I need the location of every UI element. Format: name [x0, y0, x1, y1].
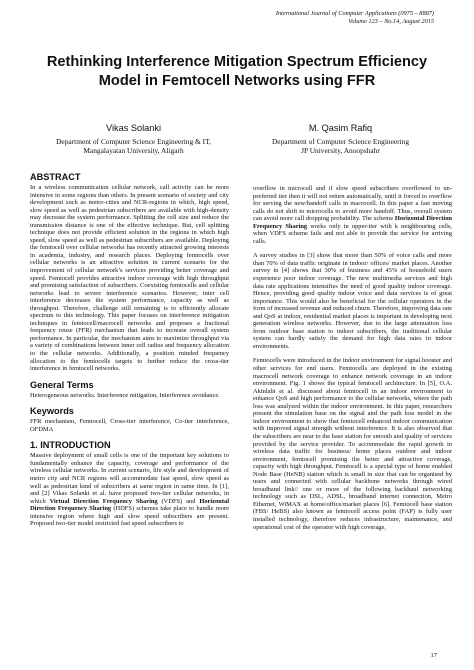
journal-volume: Volume 123 – No.14, August 2015 [348, 18, 434, 25]
author-2-affiliation-2: JP University, Anoopshahr [301, 146, 380, 155]
journal-name: International Journal of Computer Applications (0975 – 8887) [275, 10, 434, 17]
abstract-text: In a wireless communication cellular network, call activity can be more intensive in some regions than others. In present scenario of society and city development such as metro-cities and NCR-regions in which, high speed, slow speed as well as pedestrian subscribers are available with high-density may decrease the system performance. Splitting the cell size and reduce the transmission distance is one of the effective technique. But, cell splitting technique does not provide efficient solution in the regions in which high speed, slow speed as well as pedestrian subscribers are available. Deploying the femtocell over cellular networks has recently attracted growing interests in academia, industry, and research places. Deploying femtocells over cellular networks is an attractive solution in current scenario for the improvement of cellular network’s services providing better coverage and speed. Femtocell provides attractive indoor coverage with high throughput and promising satisfaction of subscribers. Coexisting femtocells and cellular networks lead to severe interference scenarios. However, inter cell interference decreases the system performance, capacity as well as throughput. Therefore, challenge still remaining is to efficiently allocate spectrum to this technology. This paper focuses on interference mitigation techniques in femtocell/macrocell networks and proposes a fractional frequency reuse (FFR) mechanism that leads to increase overall system performance. In particular, the mechanism aims to maximize throughput via a variety of combinations between inner cell radius and frequency allocation to the cellular networks. Additionally, a position minded frequency allocation to the femtocells targets to further reduce the cross-tier interference in femtocell networks. [30, 184, 229, 373]
general-terms-text: Heterogeneous networks. Interference mitigation, Interference avoidance. [30, 391, 220, 399]
general-terms-heading: General Terms [30, 379, 94, 390]
right-column [253, 185, 452, 531]
author-2 [237, 124, 444, 155]
journal-header [134, 10, 434, 26]
title-line-1: Rethinking Interference Mitigation Spectrum Efficiency [46, 54, 428, 70]
left-column [30, 172, 229, 528]
title-line-2: Model in Femtocell Networks using FFR [98, 72, 376, 89]
author-1-name: Vikas Solanki [106, 123, 161, 133]
keywords-heading: Keywords [30, 406, 74, 417]
author-2-affiliation-1: Department of Computer Science Engineering [271, 137, 410, 146]
body-paragraph-2: A survey studies in [3] show that more than 50% of voice calls and more than 70% of data traffic originate in indoor/ offices/ market places. Another survey in [4] shows that 30% of business and 45% of household users experience poor indoor coverage. The new multimedia services and high data rate applications intensifies the need of good quality indoor coverage. Hence, providing good quality indoor voice and data services is of great importance. This would also be beneficial for the cellular operators in the form of increased revenue and reduced churn. Therefore, improving data rate and QoS at indoor, residential market places is important in developing next generation wireless networks. However, due to the large attenuation loss from outdoor base station to indoor subscribers, the traditional cellular system can hardly satisfy the demand for high data rates in indoor environments. [253, 252, 452, 350]
author-1-affiliation-2: Mangalayatan University, Aligarh [83, 146, 184, 155]
body-paragraph-1: overflow in microcell and if slow speed subscribers overflowed to un-preferred tier then it will not return automatically, until it forced to overflow for serving the new/handoff calls in macrocell. In this paper a fast moving calls do not shift to microcells to avoid more handoff. Thus, overall system can avoid more call dropping probability. The scheme Horizontal Direction Frequency Sharing works only in upper-tier with k neighbouring cells, when VDFS scheme fails and not able to provide the service for arriving calls. [253, 185, 452, 245]
paper-title [30, 53, 444, 90]
introduction-paragraph: Massive deployment of small cells is one of the important key solutions to fundamentally enhance the capacity, coverage and performance of the wireless cellular networks. In current scenario, life style and development of metro city and NCR regions will accommodate fast speed, slow speed as well as pedestrian kind of subscribers at same region in same time. In [1], and [2] Vikas Solanki et al. have proposed two-tier cellular networks, in which Virtual Direction Frequency Sharing (VDFS) and Horizontal Direction Frequency Sharing (HDFS) schemes take place to handle more intensive region where high and slow speed subscribers are present. Proposed two-tier model restricted fast speed subscribers to [30, 452, 230, 528]
page-number: 17 [430, 652, 437, 659]
author-1-affiliation-1: Department of Computer Science Engineering & IT, [56, 137, 211, 146]
keywords-text: FFR mechanism, Femtocell, Cross-tier interference, Co-tier interference, OFDMA [30, 418, 229, 433]
author-2-name: M. Qasim Rafiq [308, 123, 373, 133]
abstract-heading: ABSTRACT [30, 172, 81, 182]
introduction-heading: 1. INTRODUCTION [30, 440, 111, 451]
body-paragraph-3: Femtocells were introduced in the indoor environment for signal booster and other services for end users. Femtocells are deployed in the existing macrocell network coverage to enhance network coverage in an indoor environment. Fig. 1 shows the typical femtocell architecture. In [5], O.A. Akinlabi et al. discussed about femtocell in an indoor environment to enhance QoS and high performance to the cellular networks, where the path loss was analyzed within the indoor environment. In this paper, researchers present the simulation base on the signal and the path loss model in the indoor environment to show that femtocell enhanced indoor communication with improved signal strength without interference. It is also observed that the subscribers are near to the base station for smooth and quality of services provided by the service provider. To accommodate the rapid growth in wireless data traffic for business/ home places outdoor and indoor environment, femtocell promising the better and attractive coverage, capacity with high throughput. Femtocell is a special type of home enabled Node Base (HeNB) station which is small in size that can be organised by users and connected with cellular backbone networks through wired broadband link// one or more of the following backhaul networking technology such as DSL, ADSL, broadband internet connection, Metro Ethernet, WiMAX at home/office/market places [6]. Femtocell base station (FBS/ HeBS) also known as femtocell access point (FAP) is fully user installed technology, therefore reduces infrastructure, maintenance, and operational cost of the operator with high coverage, [253, 357, 452, 531]
author-1 [30, 124, 237, 155]
